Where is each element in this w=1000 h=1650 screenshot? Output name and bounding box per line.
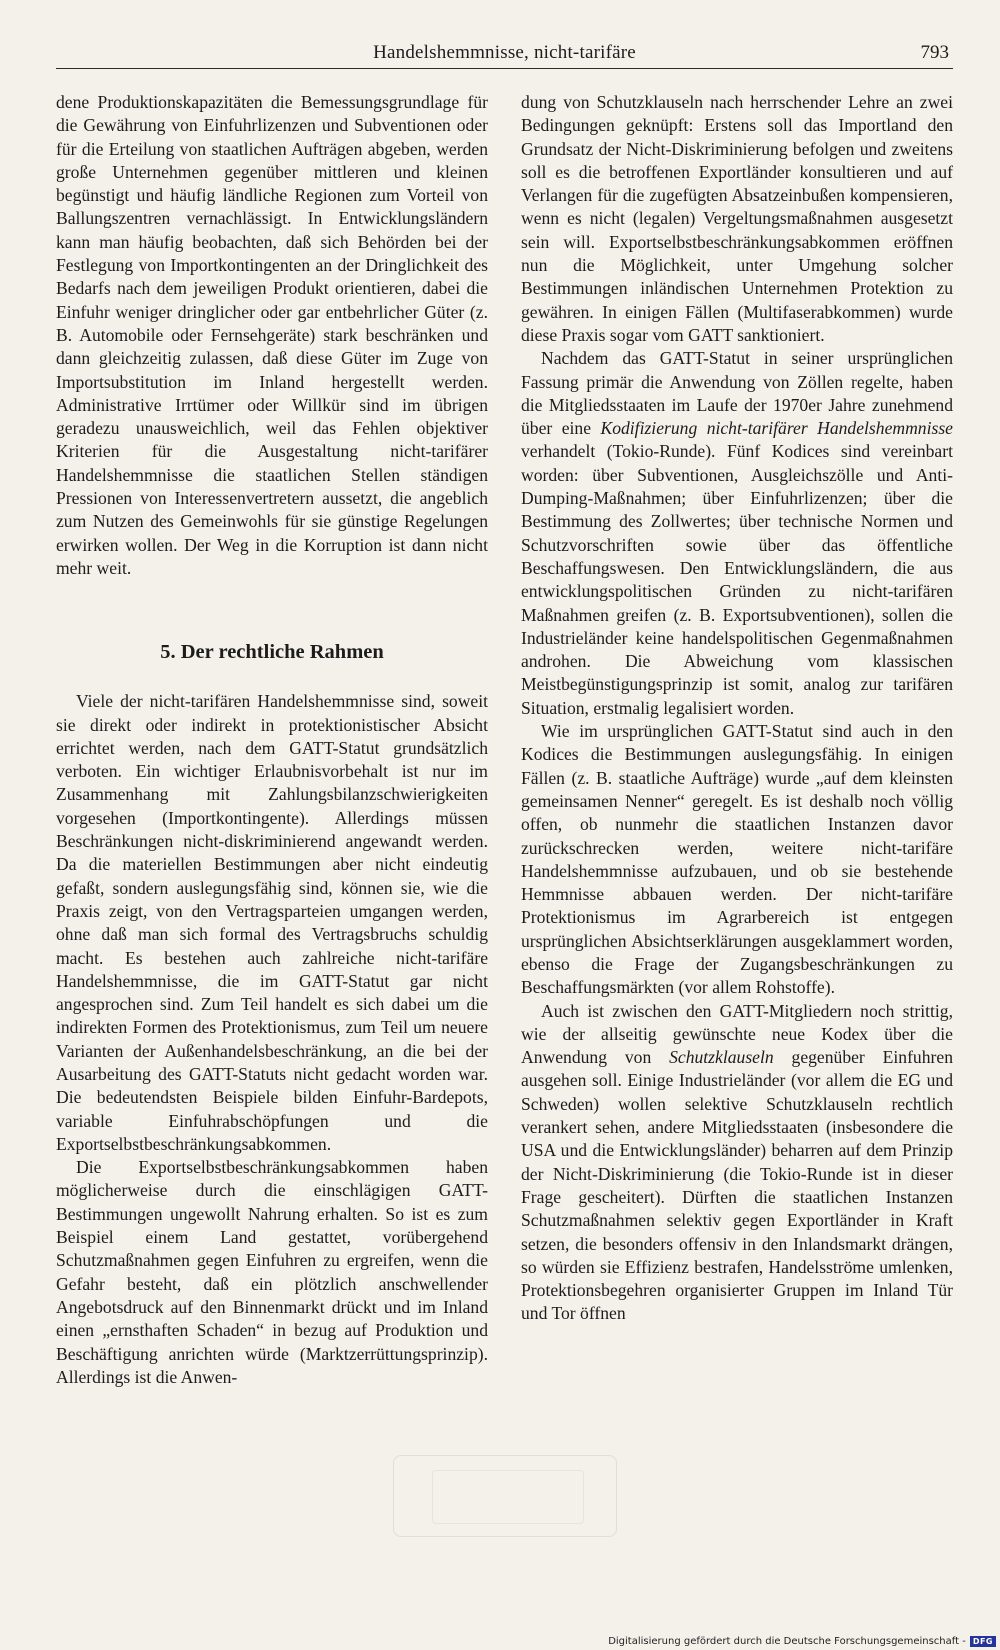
text-run: Auch ist zwischen den GATT-Mitgliedern noch strittig, wie der allseitig gewünschte neue Kodex über die Anwendung von xyxy=(521,1000,953,1068)
stamp-inner-frame xyxy=(432,1470,584,1524)
emphasis: Kodifizierung nicht-tarifärer Handelshemmnisse xyxy=(600,418,953,439)
right-column xyxy=(521,91,953,1326)
page-header xyxy=(56,38,953,69)
paragraph: Die Exportselbstbeschränkungsabkommen haben möglicherweise durch die einschlägigen GATT-Bestimmungen ungewollt Nahrung erhalten. So ist es zum Beispiel einem Land gestattet, vorübergehend Schutzmaßnahmen gegen Einfuhren zu ergreifen, wenn die Gefahr besteht, daß ein plötzlich anschwellender Angebotsdruck auf den Binnenmarkt drückt und im Inland einen „ernsthaften Schaden“ in bezug auf Produktion und Beschäftigung anrichten würde (Marktzerrüttungsprinzip). Allerdings ist die Anwen- xyxy=(56,1157,488,1387)
paragraph: Wie im ursprünglichen GATT-Statut sind auch in den Kodices die Bestimmungen auslegungsfähig. In einigen Fällen (z. B. staatliche Aufträge) wurde „auf dem kleinsten gemeinsamen Nenner“ geregelt. Es ist deshalb noch völlig offen, ob nunmehr die staatlichen Instanzen davor zurückschrecken werden, weitere nicht-tarifäre Handelshemmnisse aufzubauen, und ob sie bestehende Hemmnisse abbauen werden. Der nicht-tarifäre Protektionismus im Agrarbereich ist entgegen ursprünglichen Absichtserklärungen ausgeklammert worden, ebenso die Frage der Zugangsbeschränkungen zu Beschaffungsmärkten (vor allem Rohstoffe). xyxy=(521,721,953,998)
left-column xyxy=(56,91,488,1389)
library-stamp xyxy=(393,1455,617,1537)
digitization-footer xyxy=(608,1636,996,1647)
page-number: 793 xyxy=(920,42,949,63)
paragraph: dene Produktionskapazitäten die Bemessungsgrundlage für die Gewährung von Einfuhrlizenzen und Subventionen oder für die Erteilung von staatlichen Aufträgen abgeben, werden große Unternehmen gegenüber mittleren und kleinen begünstigt und häufig ländliche Regionen zum Vorteil von Ballungszentren vernachlässigt. In Entwicklungsländern kann man häufig beobachten, daß sich Behörden bei der Festlegung von Importkontingenten an der Dringlichkeit des Bedarfs nach dem jeweiligen Produkt orientieren, dabei die Einfuhr weniger dringlicher oder gar entbehrlicher Güter (z. B. Automobile oder Fernsehgeräte) stark beschränken und dann gleichzeitig zulassen, daß diese Güter im Zuge von Importsubstitution im Inland hergestellt werden. Administrative Irrtümer oder Willkür sind im übrigen geradezu unausweichlich, weil das Fehlen objektiver Kriterien für die Ausgestaltung nicht-tarifärer Handelshemmnisse die staatlichen Stellen ständigen Pressionen von Interessenvertretern aussetzt, die angeblich zum Nutzen des Gemeinwohls für sie günstige Regelungen erwirken wollen. Der Weg in die Korruption ist dann nicht mehr weit. xyxy=(56,92,488,578)
emphasis: Schutzklauseln xyxy=(669,1047,774,1068)
section-heading: 5. Der rechtliche Rahmen xyxy=(160,641,384,664)
running-title: Handelshemmnisse, nicht-tarifäre xyxy=(373,42,636,63)
dfg-logo: DFG xyxy=(970,1636,996,1647)
text-run: verhandelt (Tokio-Runde). Fünf Kodices sind vereinbart worden: über Subventionen, Ausgleichszölle und Anti-Dumping-Maßnahmen; über Einfuhrlizenzen; über die Bestimmung des Zollwertes; über technische Normen und Schutzvorschriften sowie über das öffentliche Beschaffungswesen. Den Entwicklungsländern, die aus entwicklungspolitischen Gründen zu nicht-tarifären Maßnahmen greifen (z. B. Exportsubventionen), sollen die Industrieländer keine handelspolitischen Gegenmaßnahmen androhen. Die Abweichung vom klassischen Meistbegünstigungsprinzip ist somit, analog zur tarifären Situation, erstmalig legalisiert worden. xyxy=(521,441,953,718)
paragraph xyxy=(521,347,953,720)
paragraph: dung von Schutzklauseln nach herrschender Lehre an zwei Bedingungen geknüpft: Erstens soll das Importland den Grundsatz der Nicht-Diskriminierung befolgen und zweitens soll es die betroffenen Exportländer konsultieren und auf Verlangen für die zugefügten Absatzeinbußen kompensieren, wenn es nicht (legalen) Vergeltungsmaßnahmen ausgesetzt sein will. Exportselbstbeschränkungsabkommen eröffnen nun die Möglichkeit, unter Umgehung solcher Bestimmungen inländischen Unternehmen Protektion zu gewähren. In einigen Fällen (Multifaserabkommen) wurde diese Praxis sogar vom GATT sanktioniert. xyxy=(521,92,953,345)
text-run: Nachdem das GATT-Statut in seiner ursprünglichen Fassung primär die Anwendung von Zöllen regelte, haben die Mitgliedsstaaten im Laufe der 1970er Jahre zunehmend über eine xyxy=(521,348,953,439)
footer-credit: Digitalisierung gefördert durch die Deutsche Forschungsgemeinschaft - xyxy=(608,1636,966,1647)
paragraph xyxy=(521,1000,953,1326)
text-run: gegenüber Einfuhren ausgehen soll. Einige Industrieländer (vor allem die EG und Schweden) wollen selektive Schutzklauseln rechtlich verankert sehen, andere Mitgliedsstaaten (insbesondere die USA und die Entwicklungsländer) beharren auf dem Prinzip der Nicht-Diskriminierung (die Tokio-Runde ist in dieser Frage gescheitert). Dürften die staatlichen Instanzen Schutzmaßnahmen selektiv gegen Exportländer in Kraft setzen, die besonders offensiv in den Inlandsmarkt drängen, so würden sie Effizienz bestrafen, Handelsströme umlenken, Protektionsbegehren organisierter Gruppen im Inland Tür und Tor öffnen xyxy=(521,1047,953,1324)
paragraph: Viele der nicht-tarifären Handelshemmnisse sind, soweit sie direkt oder indirekt in protektionistischer Absicht errichtet werden, nach dem GATT-Statut grundsätzlich verboten. Ein wichtiger Erlaubnisvorbehalt ist nur im Zusammenhang mit Zahlungsbilanzschwierigkeiten vorgesehen (Importkontingente). Allerdings müssen Beschränkungen nicht-diskriminierend angewandt werden. Da die materiellen Bestimmungen aber nicht eindeutig gefaßt, sondern auslegungsfähig sind, können sie, wie die Praxis zeigt, von den Vertragsparteien umgangen werden, ohne daß man sich formal des Vertragsbruchs schuldig macht. Es bestehen auch zahlreiche nicht-tarifäre Handelshemmnisse, die im GATT-Statut gar nicht angesprochen sind. Zum Teil handelt es sich dabei um die indirekten Formen des Protektionismus, zum Teil um neuere Varianten der Außenhandelsbeschränkung, an die bei der Ausarbeitung des GATT-Statuts nicht gedacht worden war. Die bedeutendsten Beispiele bilden Einfuhr-Bardepots, variable Einfuhrabschöpfungen und die Exportselbstbeschränkungsabkommen. xyxy=(56,691,488,1154)
